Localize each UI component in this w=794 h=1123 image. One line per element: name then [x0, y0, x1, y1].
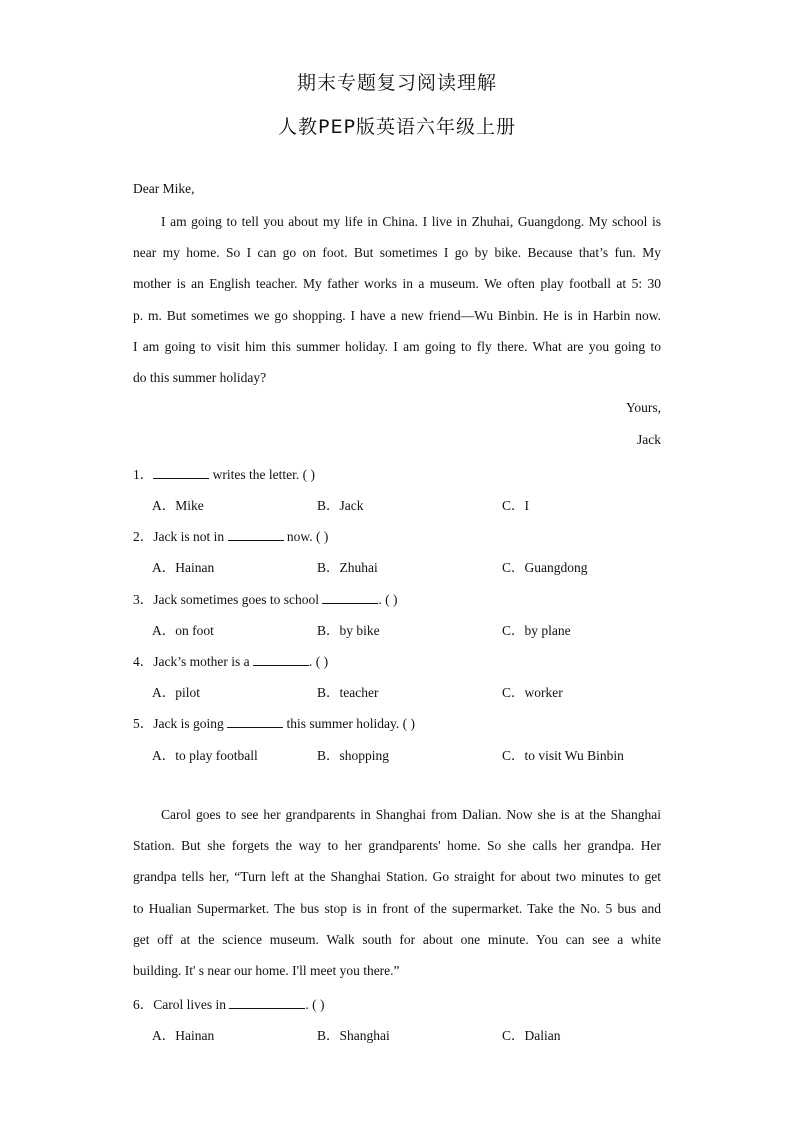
question-6: [133, 993, 325, 1013]
option-c[interactable]: C．worker: [502, 685, 563, 700]
passage-line: I am going to visit him this summer holiday. I am going to fly there. What are you going to: [133, 338, 661, 354]
question-text-after: . ( ): [305, 997, 325, 1012]
document-subtitle: 人教PEP版英语六年级上册: [278, 116, 516, 138]
option-a[interactable]: A．to play football: [152, 748, 258, 763]
passage-2: [133, 799, 661, 986]
answer-blank[interactable]: [253, 653, 309, 666]
question-text-before: Jack is going: [153, 716, 228, 731]
question-number: 3．: [133, 592, 154, 607]
option-b[interactable]: B．Zhuhai: [317, 560, 378, 575]
question-text-after: . ( ): [308, 654, 329, 669]
question-text-after: this summer holiday. ( ): [283, 716, 415, 731]
option-c[interactable]: C．by plane: [502, 623, 571, 638]
question-1: [133, 463, 315, 483]
option-b[interactable]: B．Jack: [317, 498, 364, 513]
letter-greeting: Dear Mike,: [133, 181, 195, 196]
passage-line: grandpa tells her, “Turn left at the Shanghai Station. Go straight for about two minutes to get: [133, 869, 661, 885]
passage-line: Carol goes to see her grandparents in Shanghai from Dalian. Now she is at the Shanghai: [161, 807, 661, 822]
option-c[interactable]: C．I: [502, 498, 529, 513]
passage-line: near my home. So I can go on foot. But sometimes I go by bike. Because that’s fun. My: [133, 245, 661, 261]
option-a[interactable]: A．on foot: [152, 623, 214, 638]
option-b[interactable]: B．shopping: [317, 748, 390, 763]
question-number: 2．: [133, 529, 154, 544]
question-3: [133, 588, 397, 608]
passage-line: p. m. But sometimes we go shopping. I have a new friend—Wu Binbin. He is in Harbin now.: [133, 307, 661, 323]
passage-line: Station. But she forgets the way to her grandparents' home. So she calls her grandpa. Her: [133, 838, 661, 854]
passage-1: [133, 206, 661, 393]
question-text-before: Carol lives in: [153, 997, 230, 1012]
option-a[interactable]: A．Mike: [152, 498, 204, 513]
question-text-after: writes the letter. ( ): [209, 467, 315, 482]
letter-signature: Jack: [637, 432, 661, 447]
answer-blank[interactable]: [322, 591, 378, 604]
question-number: 4．: [133, 654, 154, 669]
question-text-before: Jack’s mother is a: [153, 654, 253, 669]
question-number: 1．: [133, 467, 154, 482]
option-b[interactable]: B．by bike: [317, 623, 380, 638]
question-4: [133, 650, 328, 670]
passage-line: I am going to tell you about my life in China. I live in Zhuhai, Guangdong. My school is: [161, 214, 661, 229]
letter-closing: Yours,: [625, 400, 661, 415]
question-2: [133, 525, 328, 545]
question-number: 5．: [133, 716, 154, 731]
option-b[interactable]: B．Shanghai: [317, 1028, 390, 1043]
answer-blank[interactable]: [153, 466, 209, 479]
question-text-before: Jack is not in: [153, 529, 228, 544]
question-text-after: now. ( ): [283, 529, 329, 544]
passage-line: to Hualian Supermarket. The bus stop is in front of the supermarket. Take the No. 5 bus and: [133, 900, 661, 916]
passage-line: mother is an English teacher. My father works in a museum. We often play football at 5: 30: [133, 276, 661, 292]
answer-blank[interactable]: [229, 996, 305, 1009]
question-number: 6．: [133, 997, 154, 1012]
option-a[interactable]: A．Hainan: [152, 1028, 215, 1043]
question-5: [133, 712, 415, 732]
passage-line: get off at the science museum. Walk south for about one minute. You can see a white: [133, 931, 661, 947]
answer-blank[interactable]: [228, 528, 284, 541]
question-text-before: Jack sometimes goes to school: [153, 592, 323, 607]
answer-blank[interactable]: [227, 715, 283, 728]
question-text-after: . ( ): [378, 592, 398, 607]
option-c[interactable]: C．Dalian: [502, 1028, 561, 1043]
option-b[interactable]: B．teacher: [317, 685, 379, 700]
option-c[interactable]: C．to visit Wu Binbin: [502, 748, 624, 763]
document-title: 期末专题复习阅读理解: [296, 72, 497, 94]
option-a[interactable]: A．Hainan: [152, 560, 215, 575]
passage-line: do this summer holiday?: [133, 369, 267, 385]
option-a[interactable]: A．pilot: [152, 685, 201, 700]
option-c[interactable]: C．Guangdong: [502, 560, 588, 575]
passage-line: building. It' s near our home. I'll meet you there.”: [133, 962, 400, 978]
